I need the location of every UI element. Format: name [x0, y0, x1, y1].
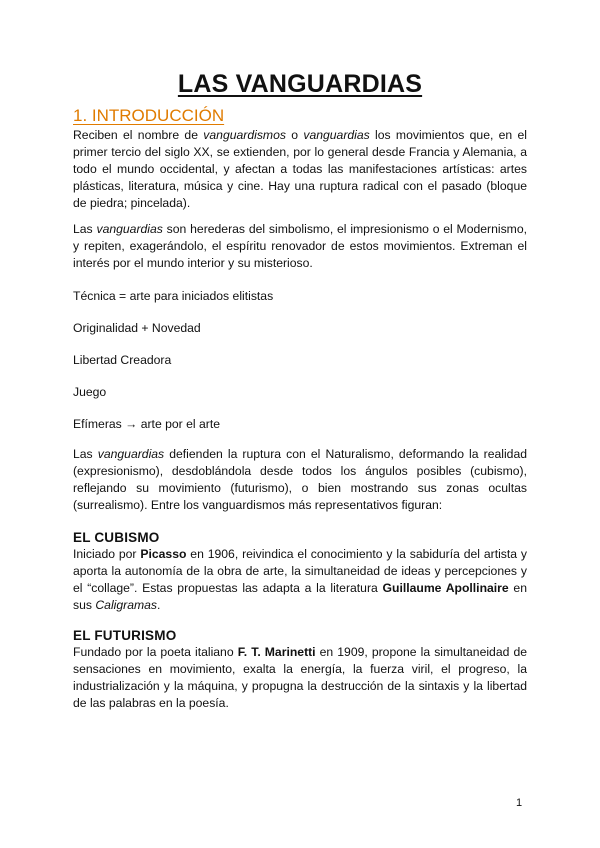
page-title: LAS VANGUARDIAS	[177, 70, 423, 98]
paragraph-intro-3	[73, 446, 527, 514]
text-run: Reciben el nombre de	[73, 128, 204, 142]
page-number: 1	[516, 797, 523, 809]
list-item-tecnica: Técnica = arte para iniciados elitistas	[73, 289, 274, 303]
section-heading-cubismo: EL CUBISMO	[73, 530, 160, 545]
text-run: .	[157, 598, 161, 612]
emphasis-vanguardias: vanguardias	[96, 222, 163, 236]
text-run: Las	[73, 222, 97, 236]
text-run: en 1909, propone la simultaneidad de sensaciones en movimiento, exalta la energía, la fuerza viril, el progreso, la industrialización y la máquina, y propugna la destrucción de la sintaxis y la libertad de las palabras en la poesía.	[73, 645, 528, 710]
emphasis-vanguardias: vanguardias	[303, 128, 370, 142]
emphasis-caligramas: Caligramas	[95, 598, 157, 612]
section-heading-futurismo: EL FUTURISMO	[73, 628, 177, 643]
text-run: los movimientos que, en el primer tercio del siglo XX, se extienden, por lo general desde Francia y Alemania, a todo el mundo occidental, y afectan a todas las manifestaciones artísticas: artes plásticas, literatura, música y cine. Hay una ruptura radical con el pasado (bloque de piedra; pincelada).	[73, 128, 528, 210]
paragraph-intro-2	[73, 221, 527, 272]
emphasis-vanguardias: vanguardias	[97, 447, 165, 461]
text-run: son herederas del simbolismo, el impresionismo o el Modernismo, y repiten, exagerándolo, el espíritu renovador de estos movimientos. Extreman el interés por el mundo interior y su misterioso.	[73, 222, 528, 270]
list-item-originalidad: Originalidad + Novedad	[73, 321, 201, 335]
text-run: o	[285, 128, 304, 142]
list-item-juego: Juego	[73, 385, 107, 399]
paragraph-intro-1	[73, 127, 527, 212]
text-run: defienden la ruptura con el Naturalismo, deformando la realidad (expresionismo), desdoblándola desde todos los ángulos posibles (cubismo), reflejando su movimiento (futurismo), o bien mostrando sus zonas ocultas (surrealismo). Entre los vanguardismos más representativos figuran:	[73, 447, 527, 512]
section-heading-introduccion: 1. INTRODUCCIÓN	[73, 106, 225, 125]
bold-picasso: Picasso	[140, 547, 187, 561]
list-item-efimeras: Efímeras → arte por el arte	[73, 417, 220, 431]
text-run: Fundado por la poeta italiano	[73, 645, 238, 659]
paragraph-futurismo	[73, 644, 527, 712]
text-run: en sus	[73, 581, 527, 612]
text-run: en 1906, reivindica el conocimiento y la sabiduría del artista y aporta la autonomía de la obra de arte, la simultaneidad de ideas y percepciones y el “collage”. Estas propuestas las adapta a la literatura	[73, 547, 528, 595]
emphasis-vanguardismos: vanguardismos	[203, 128, 286, 142]
bold-marinetti: F. T. Marinetti	[237, 645, 316, 659]
bold-apollinaire: Guillaume Apollinaire	[382, 581, 509, 595]
text-run: Iniciado por	[73, 547, 141, 561]
paragraph-cubismo	[73, 546, 527, 614]
text-run: Las	[73, 447, 98, 461]
list-item-libertad: Libertad Creadora	[73, 353, 172, 367]
